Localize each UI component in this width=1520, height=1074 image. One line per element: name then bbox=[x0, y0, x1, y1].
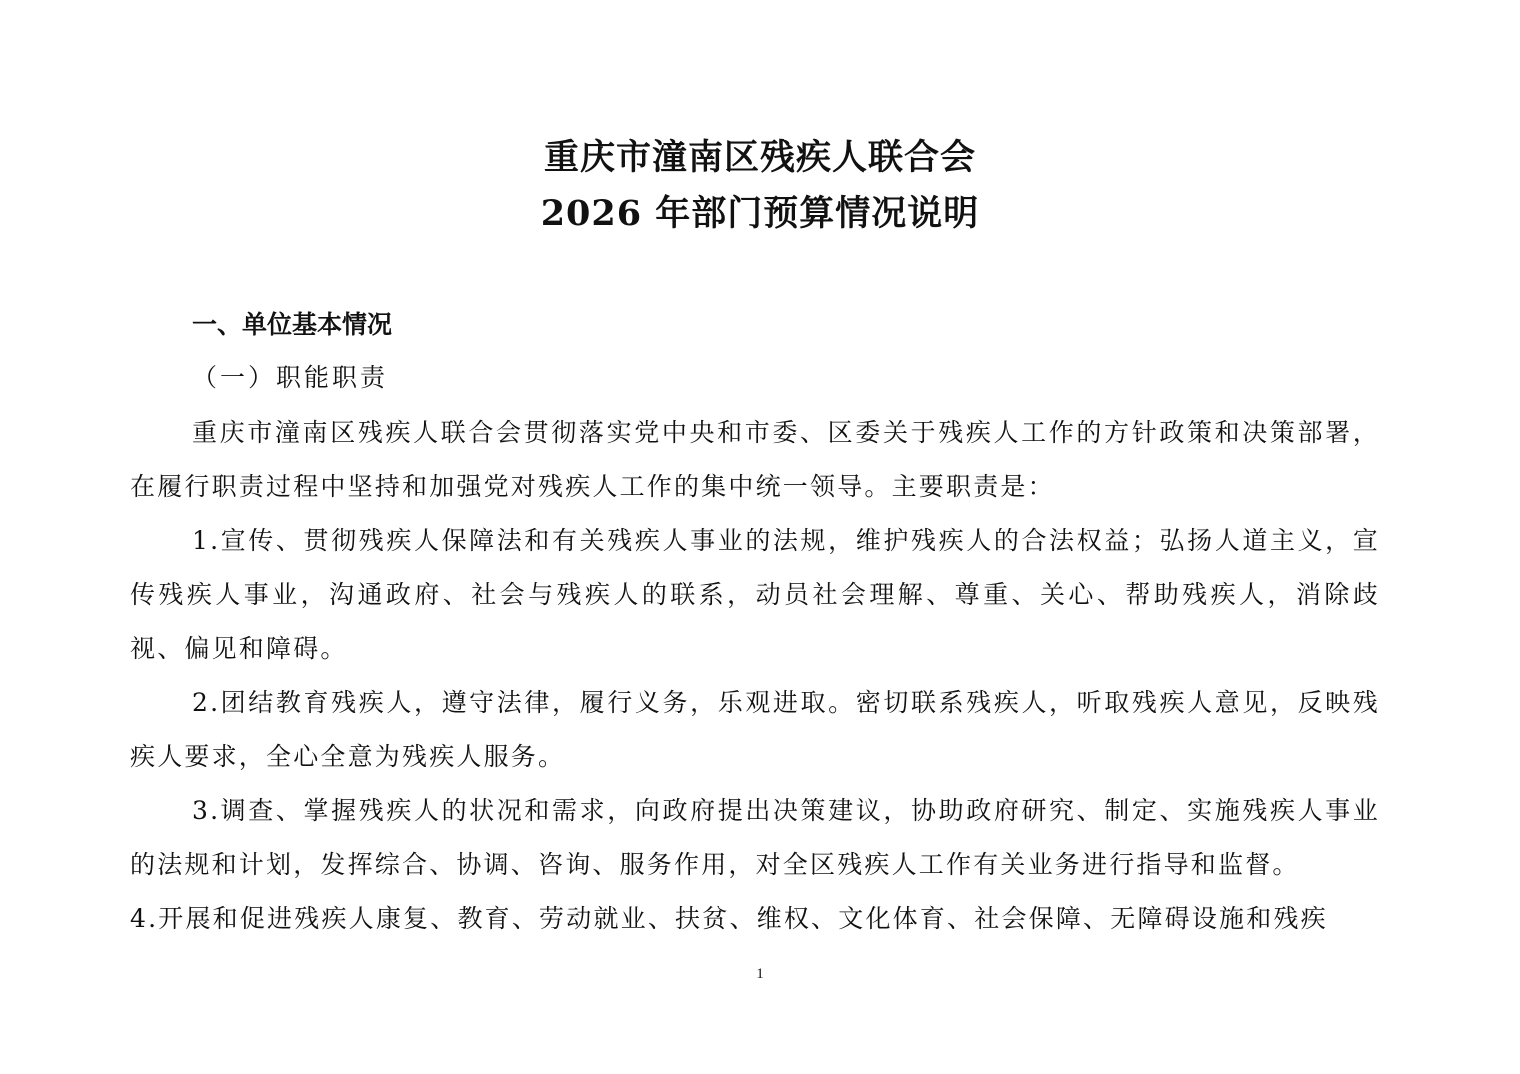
document-title-line1: 重庆市潼南区残疾人联合会 bbox=[543, 137, 976, 178]
paragraph-intro: 重庆市潼南区残疾人联合会贯彻落实党中央和市委、区委关于残疾人工作的方针政策和决策部署，在履行职责过程中坚持和加强党对残疾人工作的集中统一领导。主要职责是： bbox=[130, 418, 1380, 501]
page-number: 1 bbox=[756, 966, 764, 982]
subsection-heading: （一）职能职责 bbox=[192, 363, 389, 392]
document-title-line2: 2026 年部门预算情况说明 bbox=[540, 193, 980, 234]
paragraph-item-1: 1.宣传、贯彻残疾人保障法和有关残疾人事业的法规，维护残疾人的合法权益；弘扬人道主义，宣传残疾人事业，沟通政府、社会与残疾人的联系，动员社会理解、尊重、关心、帮助残疾人，消除歧视、偏见和障碍。 bbox=[130, 526, 1380, 663]
paragraph-item-3: 3.调查、掌握残疾人的状况和需求，向政府提出决策建议，协助政府研究、制定、实施残疾人事业的法规和计划，发挥综合、协调、咨询、服务作用，对全区残疾人工作有关业务进行指导和监督。 bbox=[130, 796, 1380, 879]
paragraph-item-2: 2.团结教育残疾人，遵守法律，履行义务，乐观进取。密切联系残疾人，听取残疾人意见，反映残疾人要求，全心全意为残疾人服务。 bbox=[130, 688, 1380, 771]
section-heading: 一、单位基本情况 bbox=[192, 310, 393, 339]
paragraph-item-4: 4.开展和促进残疾人康复、教育、劳动就业、扶贫、维权、文化体育、社会保障、无障碍设施和残疾 bbox=[130, 904, 1328, 933]
